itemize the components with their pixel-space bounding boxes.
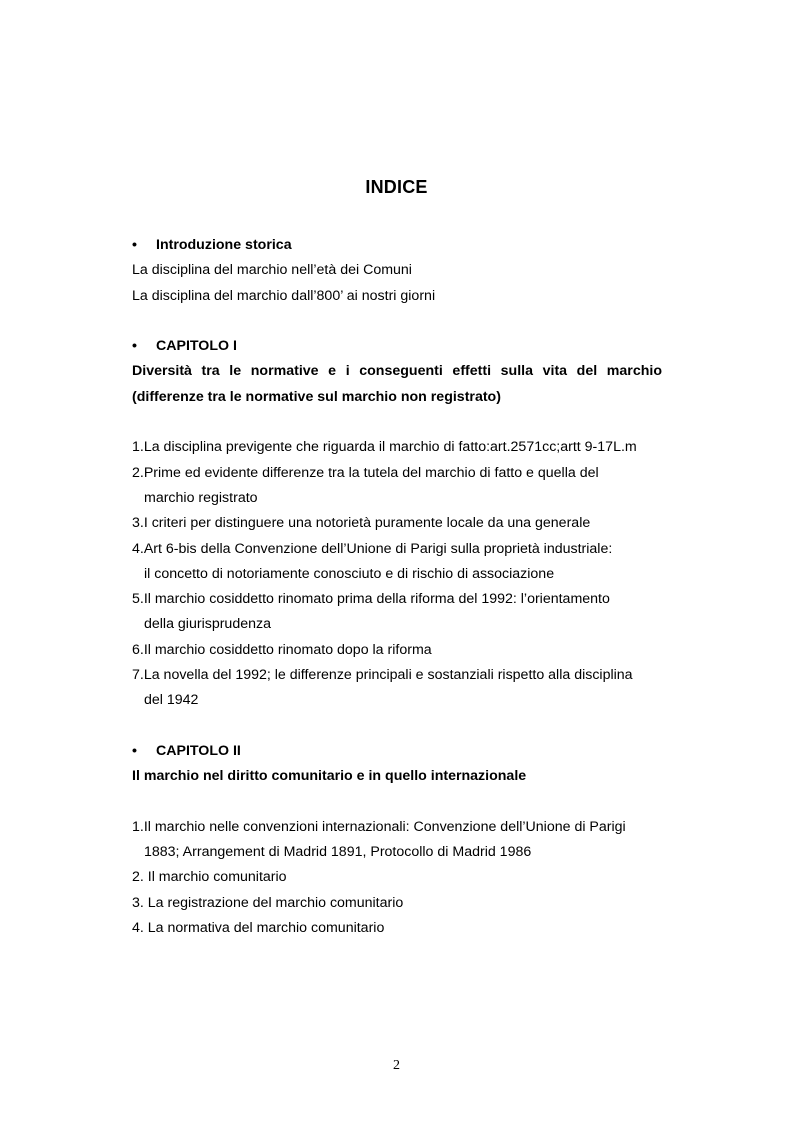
toc-entry: 4.Art 6-bis della Convenzione dell’Unione di Parigi sulla proprietà industriale: [132,540,613,557]
chapter2-subtitle: Il marchio nel diritto comunitario e in quello internazionale [132,768,527,785]
intro-heading [132,233,662,258]
chapter1-heading-label: CAPITOLO I [156,338,237,355]
toc-entry: 5.Il marchio cosiddetto rinomato prima della riforma del 1992: l’orientamento [132,591,610,608]
toc-entry-continuation: il concetto di notoriamente conosciuto e di rischio di associazione [144,565,555,582]
toc-entry: 6.Il marchio cosiddetto rinomato dopo la riforma [132,641,432,658]
table-of-contents [132,233,662,941]
intro-heading-label: Introduzione storica [156,237,292,253]
chapter1-heading [132,334,662,359]
bullet-icon: • [132,237,137,253]
toc-entry: 3. La registrazione del marchio comunitario [132,894,404,911]
toc-entry: 4. La normativa del marchio comunitario [132,920,385,937]
toc-entry-continuation: della giurisprudenza [144,616,271,633]
chapter1-subtitle: Diversità tra le normative e i conseguenti effetti sulla vita del marchio [132,363,662,380]
toc-entry: 2.Prime ed evidente differenze tra la tutela del marchio di fatto e quella del [132,464,599,481]
toc-entry: 7.La novella del 1992; le differenze principali e sostanziali rispetto alla disciplina [132,667,633,684]
page-title: INDICE [365,177,428,197]
toc-entry: 1.La disciplina previgente che riguarda il marchio di fatto:art.2571cc;artt 9-17L.m [132,439,637,456]
chapter2-heading [132,739,662,764]
bullet-icon: • [132,338,137,355]
toc-entry: La disciplina del marchio dall’800’ ai nostri giorni [132,287,436,304]
toc-entry: 2. Il marchio comunitario [132,869,287,886]
toc-entry: 1.Il marchio nelle convenzioni internazionali: Convenzione dell’Unione di Parigi [132,818,626,835]
toc-entry-continuation: del 1942 [144,692,199,709]
toc-entry: 3.I criteri per distinguere una notorietà puramente locale da una generale [132,515,591,532]
toc-entry: La disciplina del marchio nell’età dei Comuni [132,262,412,279]
toc-entry-continuation: marchio registrato [144,489,258,506]
bullet-icon: • [132,742,137,759]
page-number: 2 [393,1058,400,1073]
chapter1-subtitle-note: (differenze tra le normative sul marchio non registrato) [132,388,501,405]
chapter2-heading-label: CAPITOLO II [156,742,241,759]
toc-entry-continuation: 1883; Arrangement di Madrid 1891, Protocollo di Madrid 1986 [144,844,532,861]
